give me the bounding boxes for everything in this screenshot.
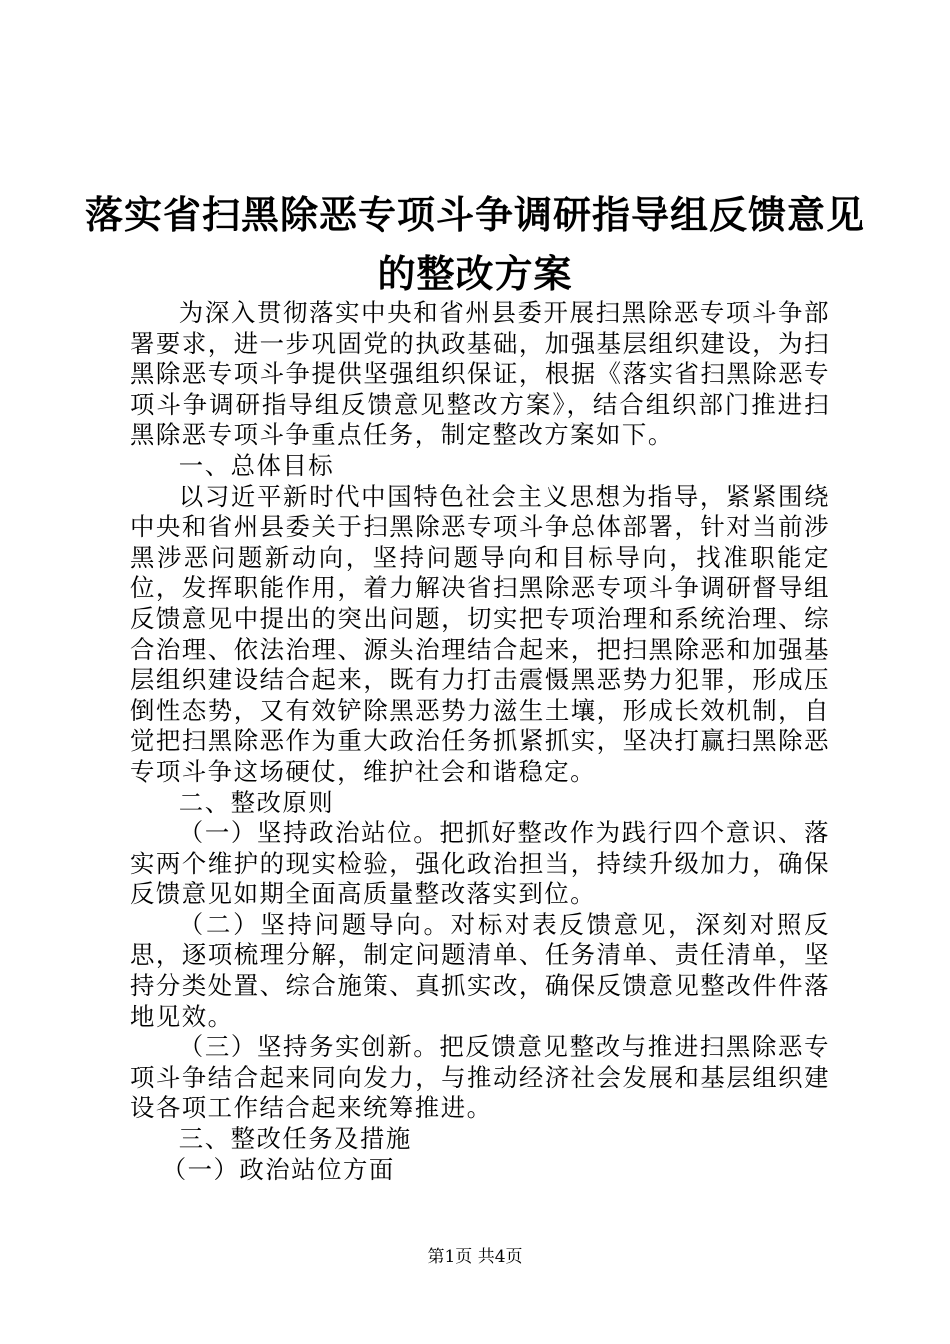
document-body [130, 298, 830, 1185]
subsection-heading-1: （一）政治站位方面 [161, 1154, 395, 1184]
paragraph-principle-1: （一）坚持政治站位。把抓好整改作为践行四个意识、落实两个维护的现实检验，强化政治担当，持续升级加力，确保反馈意见如期全面高质量整改落实到位。 [130, 818, 830, 909]
paragraph-intro: 为深入贯彻落实中央和省州县委开展扫黑除恶专项斗争部署要求，进一步巩固党的执政基础，加强基层组织建设，为扫黑除恶专项斗争提供坚强组织保证，根据《落实省扫黑除恶专项斗争调研指导组反馈意见整改方案》，结合组织部门推进扫黑除恶专项斗争重点任务，制定整改方案如下。 [130, 298, 830, 450]
paragraph-principle-2: （二）坚持问题导向。对标对表反馈意见，深刻对照反思，逐项梳理分解，制定问题清单、任务清单、责任清单，坚持分类处置、综合施策、真抓实改，确保反馈意见整改件件落地见效。 [130, 909, 830, 1031]
document-title-line-2: 的整改方案 [377, 251, 573, 296]
paragraph-principle-3: （三）坚持务实创新。把反馈意见整改与推进扫黑除恶专项斗争结合起来同向发力，与推动经济社会发展和基层组织建设各项工作结合起来统筹推进。 [130, 1032, 830, 1123]
document-title-line-1: 落实省扫黑除恶专项斗争调研指导组反馈意见 [84, 192, 865, 237]
section-heading-3: 三、整改任务及措施 [178, 1124, 412, 1154]
section-heading-1: 一、总体目标 [178, 450, 335, 480]
page-footer: 第1页 共4页 [427, 1247, 523, 1267]
section-heading-2: 二、整改原则 [178, 787, 335, 817]
paragraph-overall-goal: 以习近平新时代中国特色社会主义思想为指导，紧紧围绕中央和省州县委关于扫黑除恶专项斗争总体部署，针对当前涉黑涉恶问题新动向，坚持问题导向和目标导向，找准职能定位，发挥职能作用，着力解决省扫黑除恶专项斗争调研督导组反馈意见中提出的突出问题，切实把专项治理和系统治理、综合治理、依法治理、源头治理结合起来，把扫黑除恶和加强基层组织建设结合起来，既有力打击震慑黑恶势力犯罪，形成压倒性态势，又有效铲除黑恶势力滋生土壤，形成长效机制，自觉把扫黑除恶作为重大政治任务抓紧抓实，坚决打赢扫黑除恶专项斗争这场硬仗，维护社会和谐稳定。 [130, 481, 830, 786]
